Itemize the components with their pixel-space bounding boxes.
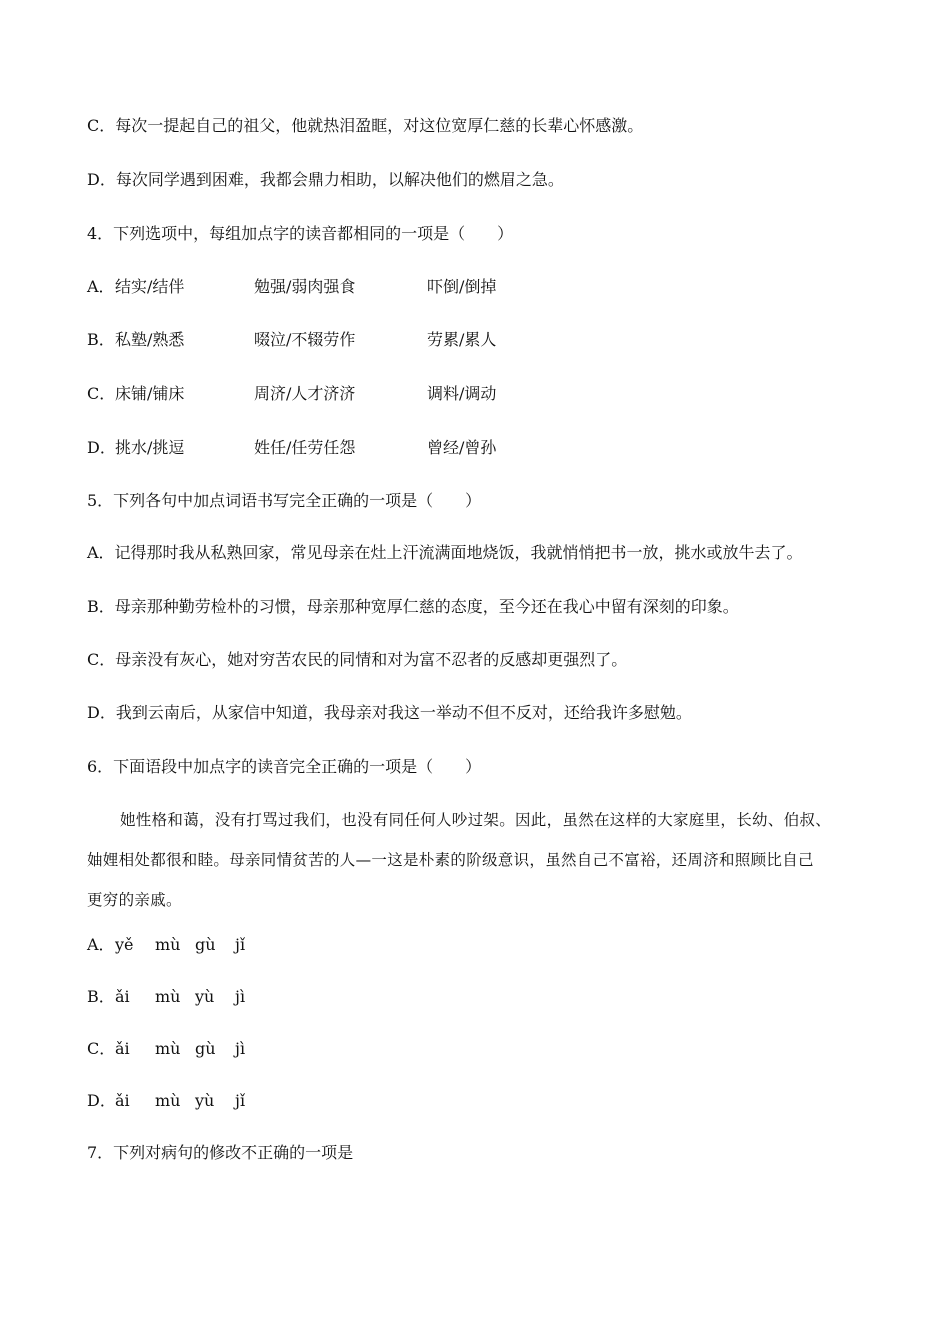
q4-b-group1: 私塾/熟悉 [115,330,185,349]
q4-b-group2: 啜泣/不辍劳作 [254,330,356,349]
pinyin: mù [155,1039,181,1058]
pinyin: jì [235,1039,246,1058]
pinyin: jì [235,987,246,1006]
q3-option-c: C．每次一提起自己的祖父，他就热泪盈眶，对这位宽厚仁慈的长辈心怀感激。 [87,116,644,135]
q4-option-c [87,384,787,404]
q7-stem: 7．下列对病句的修改不正确的一项是 [87,1143,354,1162]
option-label: A． [87,277,115,296]
q4-a-group1: 结实/结伴 [115,277,185,296]
option-label: B． [87,330,115,349]
option-label: B． [87,987,115,1006]
q6-option-c [87,1039,787,1059]
q6-stem: 6．下面语段中加点字的读音完全正确的一项是（ ） [87,757,482,776]
pinyin: yě [115,935,134,954]
pinyin: gù [195,935,216,954]
passage-line-3: 更穷的亲戚。 [87,891,182,909]
q4-c-group1: 床铺/铺床 [115,384,185,403]
pinyin: jǐ [235,935,246,954]
q4-d-group1: 挑水/挑逗 [115,438,185,457]
q4-stem: 4．下列选项中，每组加点字的读音都相同的一项是（ ） [87,224,514,243]
q4-d-group2: 姓任/任劳任怨 [254,438,356,457]
q6-passage [87,800,867,920]
pinyin: yù [195,1091,215,1110]
q5-option-a: A．记得那时我从私熟回家，常见母亲在灶上汗流满面地烧饭，我就悄悄把书一放，挑水或放牛去了。 [87,543,803,562]
q5-option-d: D．我到云南后，从家信中知道，我母亲对我这一举动不但不反对，还给我许多慰勉。 [87,703,692,722]
q5-stem: 5．下列各句中加点词语书写完全正确的一项是（ ） [87,491,482,510]
pinyin: jǐ [235,1091,246,1110]
q5-option-c: C．母亲没有灰心，她对穷苦农民的同情和对为富不忍者的反感却更强烈了。 [87,650,628,669]
option-label: A． [87,935,115,954]
q6-option-a [87,935,787,955]
q4-c-group2: 周济/人才济济 [254,384,356,403]
q6-option-b [87,987,787,1007]
q4-c-group3: 调料/调动 [427,384,497,403]
q4-option-d [87,438,787,458]
q5-option-b: B．母亲那种勤劳检朴的习惯，母亲那种宽厚仁慈的态度，至今还在我心中留有深刻的印象。 [87,597,739,616]
pinyin: ǎi [115,1039,130,1058]
option-label: D． [87,1091,116,1110]
option-label: C． [87,1039,116,1058]
pinyin: gù [195,1039,216,1058]
q4-a-group3: 吓倒/倒掉 [427,277,497,296]
pinyin: mù [155,1091,181,1110]
pinyin: mù [155,935,181,954]
q4-b-group3: 劳累/累人 [427,330,497,349]
passage-line-2: 妯娌相处都很和睦。母亲同情贫苦的人—一这是朴素的阶级意识，虽然自己不富裕，还周济和照顾比自己 [87,851,814,869]
pinyin: ǎi [115,1091,130,1110]
q3-option-d: D．每次同学遇到困难，我都会鼎力相助，以解决他们的燃眉之急。 [87,170,564,189]
pinyin: ǎi [115,987,130,1006]
q4-a-group2: 勉强/弱肉强食 [254,277,356,296]
q4-option-b [87,330,787,350]
option-label: C． [87,384,116,403]
pinyin: yù [195,987,215,1006]
q4-d-group3: 曾经/曾孙 [427,438,497,457]
q4-option-a [87,277,787,297]
option-label: D． [87,438,116,457]
pinyin: mù [155,987,181,1006]
passage-line-1: 她性格和蔼，没有打骂过我们，也没有同任何人吵过架。因此，虽然在这样的大家庭里，长幼、伯叔、 [120,811,832,829]
q6-option-d [87,1091,787,1111]
